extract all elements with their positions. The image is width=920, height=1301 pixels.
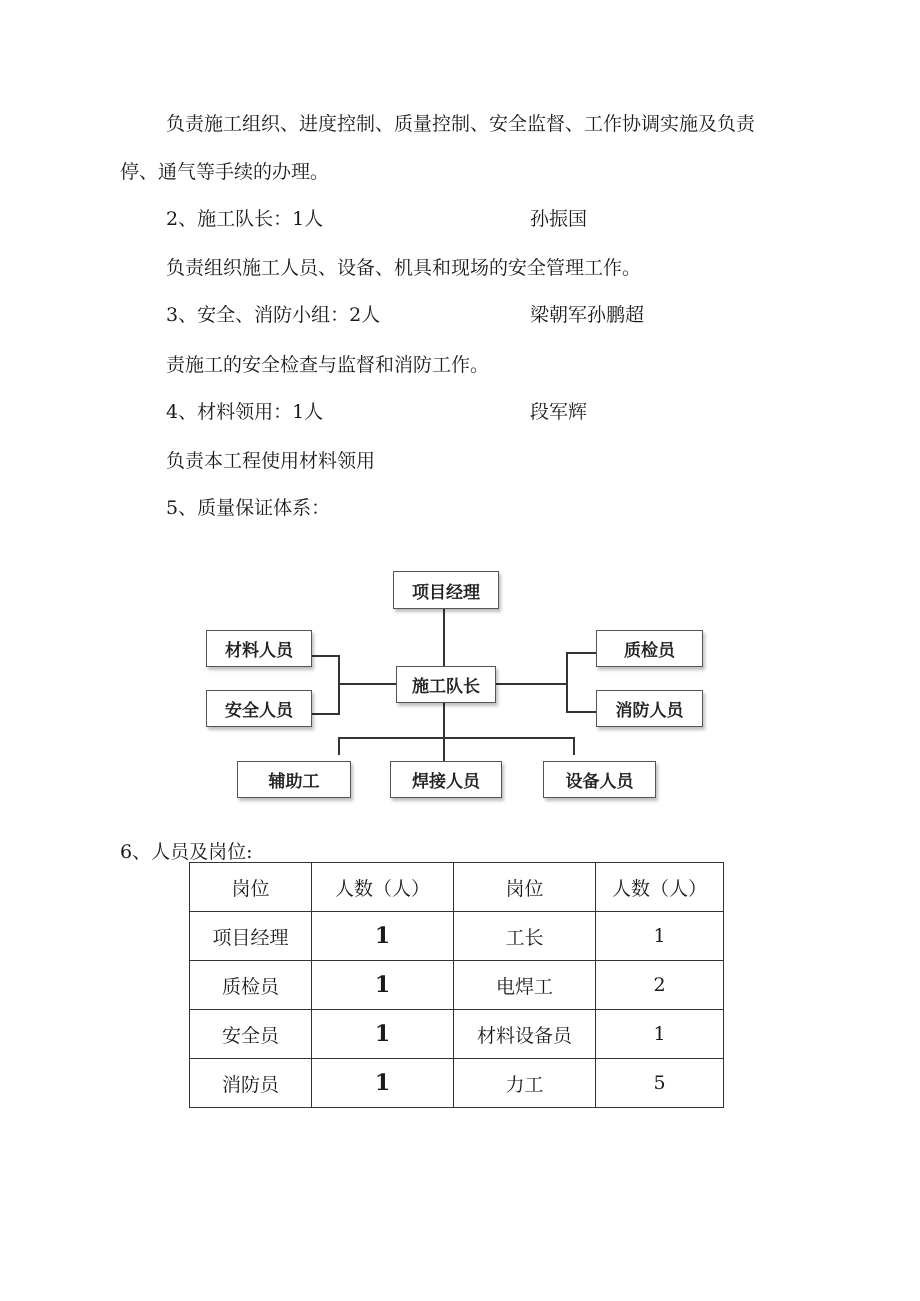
table-header: 人数（人） xyxy=(312,863,454,912)
table-row xyxy=(190,961,724,1010)
connector-right-2 xyxy=(566,711,596,713)
table-cell: 1 xyxy=(596,912,724,961)
item-2-name: 孙振国 xyxy=(530,208,588,230)
connector-left-center xyxy=(338,683,396,685)
table-cell: 1 xyxy=(312,1059,454,1108)
connector-bottom-right xyxy=(573,737,575,755)
org-box-welding-staff: 焊接人员 xyxy=(390,761,502,798)
org-box-fire-staff: 消防人员 xyxy=(596,690,703,727)
table-cell: 安全员 xyxy=(190,1010,312,1059)
connector-bottom-horizontal xyxy=(338,737,574,739)
table-cell: 力工 xyxy=(454,1059,596,1108)
table-header: 人数（人） xyxy=(596,863,724,912)
paragraph-duty-line2: 停、通气等手续的办理。 xyxy=(120,161,330,183)
connector-right-1 xyxy=(566,652,596,654)
item-3-title: 3、安全、消防小组：2人 xyxy=(166,304,381,326)
table-cell: 材料设备员 xyxy=(454,1010,596,1059)
table-header: 岗位 xyxy=(190,863,312,912)
org-box-safety-staff: 安全人员 xyxy=(206,690,312,727)
org-chart xyxy=(0,560,920,810)
table-cell: 工长 xyxy=(454,912,596,961)
table-header-row xyxy=(190,863,724,912)
item-4-name: 段军辉 xyxy=(530,401,588,423)
table-cell: 2 xyxy=(596,961,724,1010)
table-cell: 1 xyxy=(312,912,454,961)
table-row xyxy=(190,912,724,961)
org-box-material-staff: 材料人员 xyxy=(206,630,312,667)
item-3-name: 梁朝军孙鹏超 xyxy=(530,304,645,326)
staff-table xyxy=(189,862,724,1108)
connector-right-vertical xyxy=(566,652,568,713)
org-box-equipment-staff: 设备人员 xyxy=(543,761,656,798)
org-box-team-leader: 施工队长 xyxy=(396,666,496,703)
item-5-title: 5、质量保证体系： xyxy=(166,497,331,519)
org-box-assistant-worker: 辅助工 xyxy=(237,761,351,798)
table-row xyxy=(190,1010,724,1059)
item-4-title: 4、材料领用：1人 xyxy=(166,401,324,423)
connector-center-down xyxy=(443,703,445,763)
item-6-title: 6、人员及岗位: xyxy=(120,841,253,863)
table-header: 岗位 xyxy=(454,863,596,912)
item-2-desc: 负责组织施工人员、设备、机具和现场的安全管理工作。 xyxy=(166,257,642,279)
org-box-project-manager: 项目经理 xyxy=(393,571,499,609)
table-cell: 质检员 xyxy=(190,961,312,1010)
connector-left-vertical xyxy=(338,655,340,715)
table-cell: 项目经理 xyxy=(190,912,312,961)
connector-left-2 xyxy=(312,713,339,715)
table-cell: 电焊工 xyxy=(454,961,596,1010)
connector-top xyxy=(443,608,445,666)
connector-bottom-left xyxy=(338,737,340,755)
org-box-quality-inspector: 质检员 xyxy=(596,630,703,667)
item-3-desc: 责施工的安全检查与监督和消防工作。 xyxy=(166,354,490,376)
item-4-desc: 负责本工程使用材料领用 xyxy=(166,450,376,472)
table-cell: 1 xyxy=(596,1010,724,1059)
table-row xyxy=(190,1059,724,1108)
table-cell: 1 xyxy=(312,961,454,1010)
paragraph-duty-line1: 负责施工组织、进度控制、质量控制、安全监督、工作协调实施及负责 xyxy=(166,113,756,135)
table-cell: 5 xyxy=(596,1059,724,1108)
connector-left-1 xyxy=(312,655,339,657)
item-2-title: 2、施工队长：1人 xyxy=(166,208,324,230)
table-cell: 消防员 xyxy=(190,1059,312,1108)
connector-right-center xyxy=(496,683,568,685)
table-cell: 1 xyxy=(312,1010,454,1059)
